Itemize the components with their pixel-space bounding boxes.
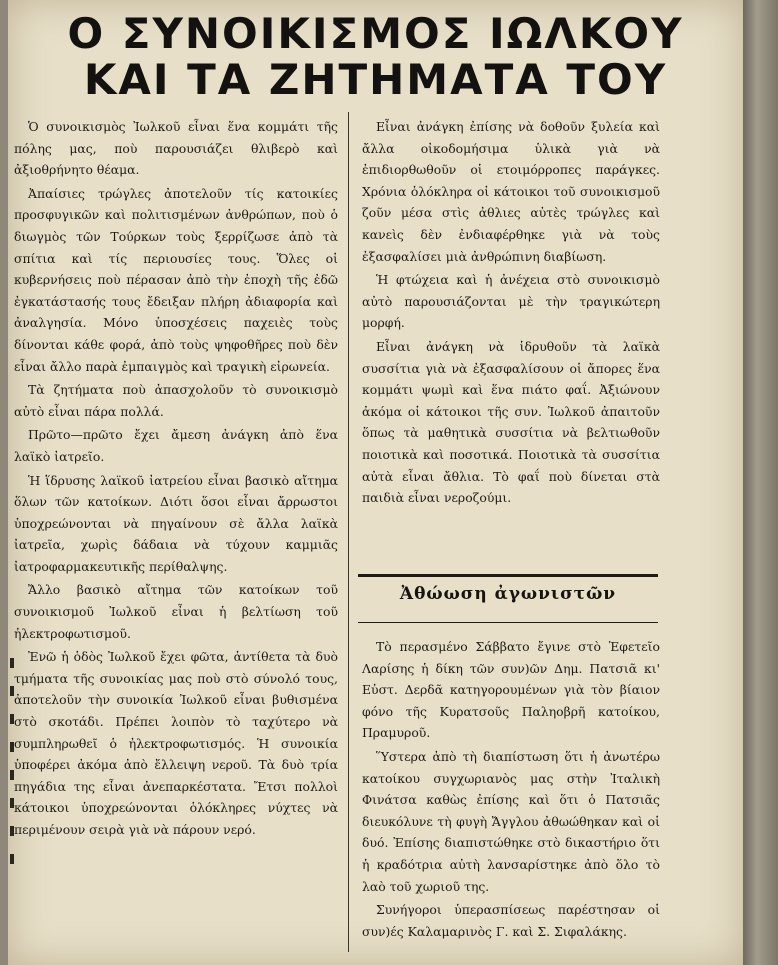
right-column: [362, 116, 660, 509]
margin-mark: [10, 854, 14, 864]
margin-mark: [10, 714, 14, 724]
left-paragraph: Ἄλλο βασικὸ αἴτημα τῶν κατοίκων τοῦ συνοικισμοῦ Ἰωλκοῦ εἶναι ἡ βελτίωση τοῦ ἠλεκτροφωτισμοῦ.: [14, 582, 338, 641]
column-divider: [348, 112, 349, 952]
subhead-rule-top: [358, 574, 658, 577]
left-paragraph: Ὁ συνοικισμὸς Ἰωλκοῦ εἶναι ἕνα κομμάτι τῆς πόλης μας, ποὺ παρουσιάζει θλιβερὸ καὶ ἀξιοθρήνητο θέαμα.: [14, 119, 338, 178]
margin-mark: [10, 686, 14, 696]
sub-paragraph: Συνήγοροι ὑπερασπίσεως παρέστησαν οἱ συν)ές Καλαμαρινὸς Γ. καὶ Σ. Σιφαλάκης.: [362, 902, 660, 939]
page-edge-shadow: [743, 0, 778, 965]
left-paragraph: Πρῶτο—πρῶτο ἔχει ἄμεση ἀνάγκη ἀπὸ ἕνα λαϊκὸ ἰατρεῖο.: [14, 427, 338, 464]
margin-mark: [10, 798, 14, 808]
margin-mark: [10, 770, 14, 780]
left-paragraph: Ἡ ἵδρυσης λαϊκοῦ ἰατρείου εἶναι βασικὸ αἴτημα ὅλων τῶν κατοίκων. Διότι ὅσοι εἶναι ἄρρωστοι ὑποχρεώνονται νὰ πηγαίνουν σὲ ἄλλα λαϊκὰ ἰατρεῖα, χωρὶς δάδαια νὰ τύχουν καμμιᾶς ἰατροφαρμακευτικῆς περίθαλψης.: [14, 472, 338, 574]
margin-marks: [8, 640, 16, 940]
left-paragraph: Τὰ ζητήματα ποὺ ἀπασχολοῦν τὸ συνοικισμὸ αὐτὸ εἶναι πάρα πολλά.: [14, 382, 338, 419]
right-paragraph: Ἡ φτώχεια καὶ ἡ ἀνέχεια στὸ συνοικισμὸ αὐτὸ παρουσιάζονται μὲ τὴν τραγικώτερη μορφή.: [362, 272, 660, 331]
left-paragraph: Ἐνῶ ἡ ὁδὸς Ἰωλκοῦ ἔχει φῶτα, ἀντίθετα τὰ δυὸ τμήματα τῆς συνοικίας μας ποὺ στὸ σύνολό τους, ἀποτελοῦν τὴν συνοικία Ἰωλκοῦ εἶναι βυθισμένα στὸ σκοτάδι. Πρέπει λοιπὸν τὸ ταχύτερο νὰ συμπληρωθεῖ ὁ ἠλεκτροφωτισμός. Ἡ συνοικία ὑποφέρει ἀκόμα ἀπὸ ἔλλειψη νεροῦ. Τὰ δυὸ τρία πηγάδια της εἶναι ἀνεπαρκέστατα. Ἔτσι πολλοὶ κάτοικοι ὑποχρεώνονται ὁλόκληρες νύχτες νὰ περιμένουν σειρὰ γιὰ νὰ πάρουν νερό.: [14, 649, 338, 837]
sub-paragraph: Τὸ περασμένο Σάββατο ἔγινε στὸ Ἐφετεῖο Λαρίσης ἡ δίκη τῶν συν)ῶν Δημ. Πατσιᾶ κι' Εὐστ. Δερδᾶ κατηγορουμένων γιὰ τὸν βίαιον φόνο τῆς Κυρατσοῦς Παληοβρῆ κατοίκου, Πραμυροῦ.: [362, 639, 660, 741]
margin-mark: [10, 742, 14, 752]
subheadline: Ἀθώωση ἀγωνιστῶν: [399, 584, 617, 604]
newspaper-page: [8, 0, 743, 965]
right-paragraph: Εἶναι ἀνάγκη νὰ ἱδρυθοῦν τὰ λαϊκὰ συσσίτια γιὰ νὰ ἐξασφαλίσουν οἱ ἄπορες ἕνα κομμάτι ψωμὶ καὶ ἕνα πιάτο φαΐ. Ἀξιώνουν ἀκόμα οἱ κάτοικοι τῆς συν. Ἰωλκοῦ ἀπαιτοῦν ὅπως τὰ μαθητικὰ συσσίτια νὰ βελτιωθοῦν ποιοτικὰ καὶ ποσοτικά. Ποιοτικὰ τὰ συσσίτια αὐτὰ εἶναι ἄθλια. Τὸ φαΐ ποὺ δίνεται στὰ παιδιὰ εἶναι νεροζούμι.: [362, 338, 660, 506]
headline-line-2: ΚΑΙ ΤΑ ΖΗΤΗΜΑΤΑ ΤΟΥ: [83, 55, 668, 104]
subhead-rule-bottom: [358, 622, 658, 623]
sub-article: [362, 636, 660, 942]
left-column: [14, 116, 338, 841]
right-paragraph: Εἶναι ἀνάγκη ἐπίσης νὰ δοθοῦν ξυλεία καὶ ἄλλα οἰκοδομήσιμα ὑλικὰ γιὰ νὰ ἐπιδιορθωθοῦν οἱ ετοιμόρροπες παράγκες. Χρόνια ὁλόκληρα οἱ κάτοικοι τοῦ συνοικισμοῦ ζοῦν μέσα στὶς ἀθλιες αὐτὲς τρώγλες καὶ κανεὶς δὲν ἐνδιαφέρθηκε γιὰ νὰ τοὺς ἐξασφαλίσει μιὰ ἀνθρώπινη διαβίωση.: [362, 119, 660, 264]
margin-mark: [10, 658, 14, 668]
left-paragraph: Ἀπαίσιες τρώγλες ἀποτελοῦν τίς κατοικίες προσφυγικῶν καὶ πολιτισμένων ἀνθρώπων, ποὺ ὁ διωγμὸς τῶν Τούρκων τοὺς ξερρίζωσε ἀπὸ τὰ σπίτια καὶ τίς περιουσίες τους. Ὅλες οἱ κυβερνήσεις ποὺ πέρασαν ἀπὸ τὴν ἐποχὴ τῆς ἐδῶ ἐγκατάστασής τους ἔδειξαν πλήρη ἀδιαφορία καὶ ἀναλγησία. Μόνο ὑποσχέσεις παχειὲς τοὺς δίνονται κάθε φορά, ἀπὸ τοὺς ψηφοθῆρες ποὺ δὲν εἶναι ἄλλο παρὰ ἐμπαιγμὸς καὶ τραγικὴ εἰρωνεία.: [14, 185, 338, 374]
headline-line-1: Ο ΣΥΝΟΙΚΙΣΜΟΣ ΙΩΛΚΟΥ: [67, 9, 684, 58]
margin-mark: [10, 826, 14, 836]
sub-paragraph: Ὕστερα ἀπὸ τὴ διαπίστωση ὅτι ἡ ἀνωτέρω κατοίκου συγχωριανὸς μας στὴν Ἰταλικὴ Φινάτσα καθὼς ἐπίσης καὶ ὅτι ὁ Πατσιᾶς διευκόλυνε τὴ φυγὴ Ἄγγλου ἀθωώθηκαν καὶ οἱ δυό. Ἐπίσης διαπιστώθηκε στὸ δικαστήριο ὅτι ἡ κραδότρια αὐτὴ λανσαρίστηκε ἀπὸ ὅλο τὸ λαὸ τοῦ χωριοῦ της.: [362, 748, 660, 894]
